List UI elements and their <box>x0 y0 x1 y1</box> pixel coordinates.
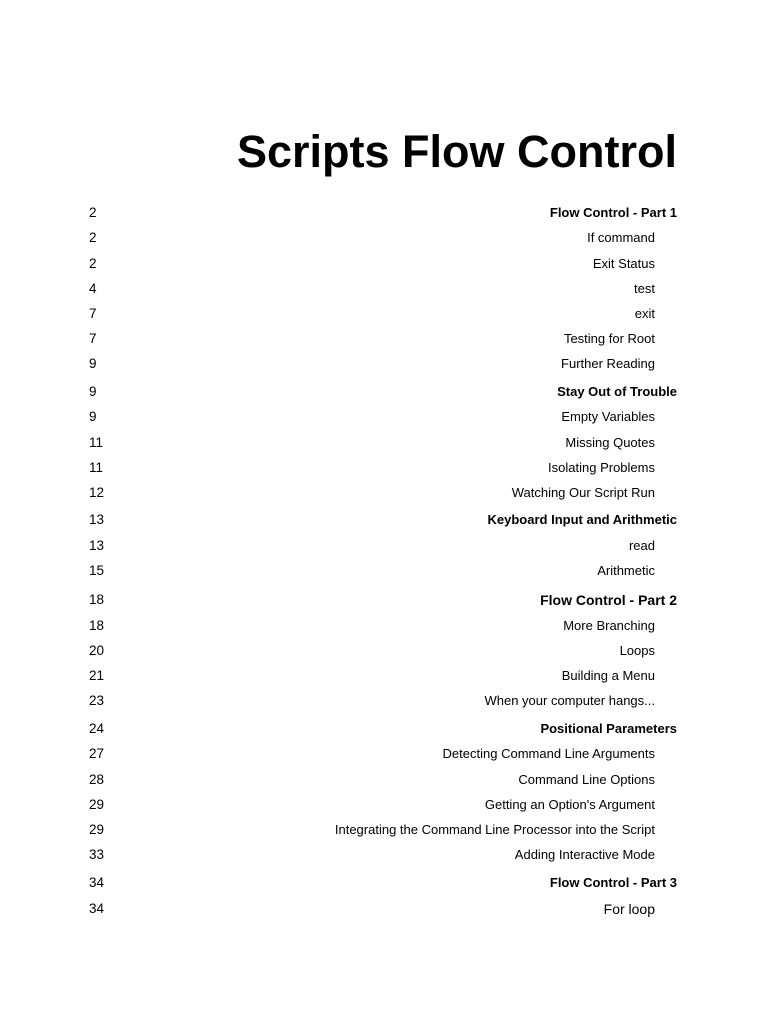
toc-row <box>0 641 768 661</box>
toc-subsection-label: Integrating the Command Line Processor into the Script <box>334 822 655 837</box>
toc-subsection-label: Further Reading <box>561 356 655 371</box>
toc-row <box>0 483 768 503</box>
toc-row <box>0 254 768 274</box>
toc-section-heading: Keyboard Input and Arithmetic <box>487 512 677 527</box>
toc-row <box>0 873 768 893</box>
toc-subsection-label: If command <box>587 230 655 245</box>
toc-row <box>0 382 768 402</box>
toc-page-number: 12 <box>89 485 105 500</box>
toc-subsection-label: Isolating Problems <box>548 460 655 475</box>
toc-subsection-label: Adding Interactive Mode <box>514 847 655 862</box>
toc-page-number: 18 <box>89 592 105 607</box>
toc-page-number: 9 <box>89 356 97 371</box>
toc-row <box>0 616 768 636</box>
toc-row <box>0 795 768 815</box>
toc-page-number: 2 <box>89 256 97 271</box>
toc-row <box>0 744 768 764</box>
toc-row <box>0 820 768 840</box>
toc-page-number: 13 <box>89 512 105 527</box>
toc-subsection-label: For loop <box>603 901 655 917</box>
toc-row <box>0 899 768 919</box>
toc-subsection-label: More Branching <box>563 618 655 633</box>
toc-row <box>0 719 768 739</box>
toc-page-number: 11 <box>89 460 104 475</box>
toc-row <box>0 329 768 349</box>
toc-row <box>0 433 768 453</box>
toc-row <box>0 228 768 248</box>
toc-page-number: 20 <box>89 643 105 658</box>
toc-page-number: 13 <box>89 538 105 553</box>
toc-subsection-label: Building a Menu <box>561 668 655 683</box>
toc-page-number: 34 <box>89 901 105 916</box>
toc-row <box>0 561 768 581</box>
toc-page-number: 34 <box>89 875 105 890</box>
toc-page-number: 27 <box>89 746 105 761</box>
toc-subsection-label: Missing Quotes <box>565 435 655 450</box>
toc-section-heading: Flow Control - Part 1 <box>549 205 677 220</box>
document-title: Scripts Flow Control <box>236 126 677 177</box>
toc-page-number: 29 <box>89 822 105 837</box>
toc-row <box>0 407 768 427</box>
toc-row <box>0 304 768 324</box>
toc-page-number: 4 <box>89 281 97 296</box>
toc-page-number: 9 <box>89 384 97 399</box>
toc-subsection-label: Loops <box>619 643 655 658</box>
toc-row <box>0 536 768 556</box>
toc-row <box>0 845 768 865</box>
toc-page-number: 33 <box>89 847 105 862</box>
toc-subsection-label: Exit Status <box>592 256 655 271</box>
toc-page-number: 18 <box>89 618 105 633</box>
toc-row <box>0 510 768 530</box>
toc-subsection-label: test <box>634 281 655 296</box>
toc-row <box>0 770 768 790</box>
toc-row <box>0 590 768 610</box>
toc-page-number: 2 <box>89 205 97 220</box>
toc-row <box>0 691 768 711</box>
toc-subsection-label: Testing for Root <box>563 331 655 346</box>
toc-subsection-label: Arithmetic <box>597 563 655 578</box>
toc-page-number: 7 <box>89 331 97 346</box>
toc-row <box>0 279 768 299</box>
toc-page-number: 24 <box>89 721 105 736</box>
toc-page-number: 9 <box>89 409 97 424</box>
toc-subsection-label: When your computer hangs... <box>484 693 655 708</box>
toc-page-number: 15 <box>89 563 105 578</box>
toc-subsection-label: read <box>628 538 655 553</box>
toc-row <box>0 666 768 686</box>
toc-page-number: 11 <box>89 435 104 450</box>
toc-page-number: 7 <box>89 306 97 321</box>
toc-section-heading: Flow Control - Part 3 <box>549 875 677 890</box>
toc-subsection-label: Empty Variables <box>561 409 655 424</box>
toc-subsection-label: Command Line Options <box>518 772 655 787</box>
toc-section-heading: Flow Control - Part 2 <box>540 592 677 608</box>
toc-page-number: 2 <box>89 230 97 245</box>
toc-page-number: 28 <box>89 772 105 787</box>
toc-section-heading: Stay Out of Trouble <box>557 384 677 399</box>
toc-row <box>0 203 768 223</box>
toc-page-number: 21 <box>89 668 105 683</box>
toc-page-number: 29 <box>89 797 105 812</box>
toc-page-number: 23 <box>89 693 105 708</box>
toc-section-heading: Positional Parameters <box>540 721 677 736</box>
toc-subsection-label: Getting an Option's Argument <box>484 797 655 812</box>
toc-subsection-label: Detecting Command Line Arguments <box>442 746 655 761</box>
toc-subsection-label: Watching Our Script Run <box>511 485 655 500</box>
toc-subsection-label: exit <box>634 306 655 321</box>
toc-row <box>0 458 768 478</box>
toc-row <box>0 354 768 374</box>
